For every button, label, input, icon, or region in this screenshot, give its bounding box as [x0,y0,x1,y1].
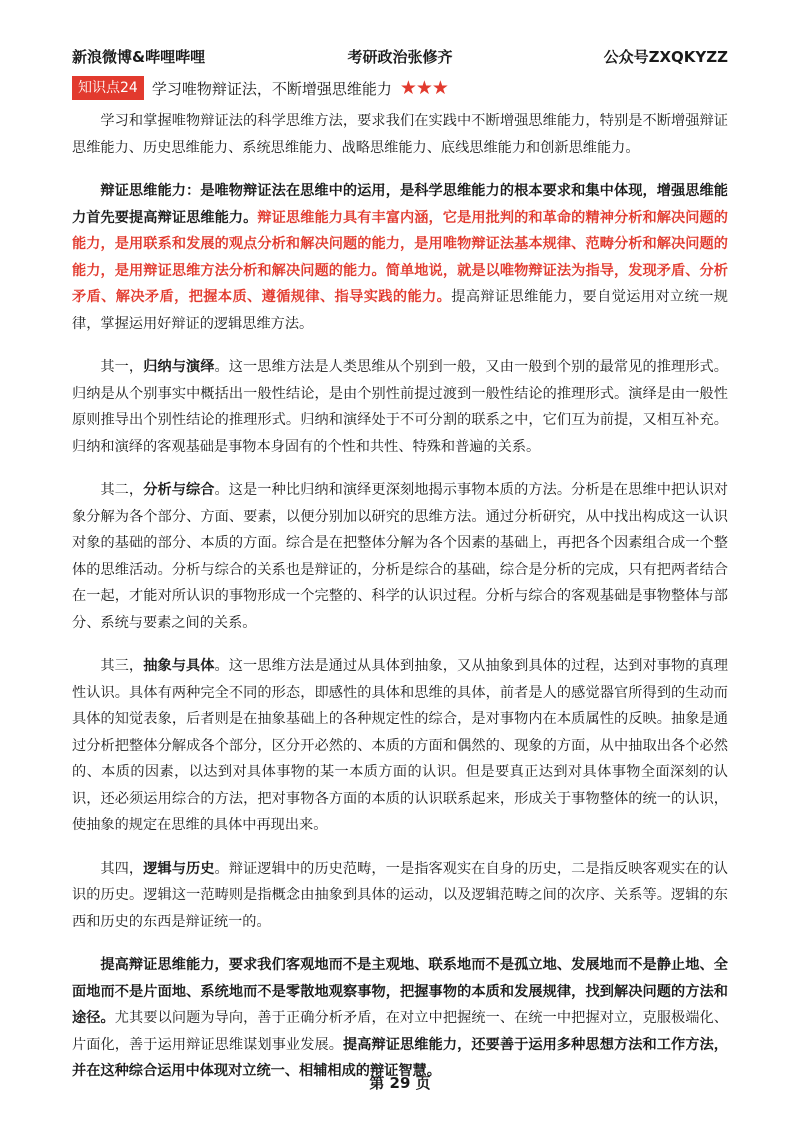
item-body: 。这一思维方法是通过从具体到抽象，又从抽象到具体的过程，达到对事物的真理性认识。具体有两种完全不同的形态，即感性的具体和思维的具体，前者是人的感觉器官所得到的生动而具体的知觉表象，后者则是在抽象基础上的各种规定性的综合，是对事物内在本质属性的反映。抽象是通过分析把整体分解成各个部分，区分开必然的、本质的方面和偶然的、现象的方面，从中抽取出各个必然的、本质的因素，以达到对具体事物的某一本质方面的认识。但是要真正达到对具体事物全面深刻的认识，还必须运用综合的方法，把对事物各方面的本质的认识联系起来，形成关于事物整体的统一的认识，使抽象的规定在思维的具体中再现出来。 [72,658,728,833]
item-lead: 其二， [100,482,144,498]
definition-bold: 辩证思维能力：是唯物辩证法在思维中的运用，是科学思维能力的根本要求和集中体现，增强思维能力首先要提高辩证思维能力。 [72,183,728,226]
item-lead: 其一， [100,359,144,375]
definition-tail: 提高辩证思维能力，要自觉运用对立统一规律，掌握运用好辩证的逻辑思维方法。 [72,289,728,332]
conclusion-tail: 提高辩证思维能力，还要善于运用多种思想方法和工作方法，并在这种综合运用中体现对立统一、相辅相成的辩证智慧。 [72,1036,728,1079]
page-header [72,46,728,70]
paragraph-conclusion [72,952,728,1085]
header-social: 新浪微博&哔哩哔哩 [72,48,206,66]
rating-stars-icon: ★★★ [399,77,448,99]
item-lead: 其四， [100,860,144,877]
item-title: 归纳与演绎 [143,359,215,375]
document-body [72,108,728,1102]
paragraph-logic-history [72,856,728,936]
item-title: 抽象与具体 [143,658,215,674]
paragraph-induction-deduction [72,354,728,460]
item-title: 分析与综合 [143,482,215,498]
page-number: 第 29 页 [369,1074,431,1092]
item-lead: 其三， [100,658,144,674]
conclusion-bold: 提高辩证思维能力，要求我们客观地而不是主观地、联系地而不是孤立地、发展地而不是静止地、全面地而不是片面地、系统地而不是零散地观察事物，把握事物的本质和发展规律，找到解决问题的方法和途径。 [72,957,728,1026]
paragraph-intro-text: 学习和掌握唯物辩证法的科学思维方法，要求我们在实践中不断增强思维能力，特别是不断增强辩证思维能力、历史思维能力、系统思维能力、战略思维能力、底线思维能力和创新思维能力。 [72,113,728,156]
paragraph-dialectical-thinking [72,178,728,337]
item-body: 。这是一种比归纳和演绎更深刻地揭示事物本质的方法。分析是在思维中把认识对象分解为各个部分、方面、要素，以便分别加以研究的思维方法。通过分析研究，从中找出构成这一认识对象的基础的部分、本质的方面。综合是在把整体分解为各个因素的基础上，再把各个因素组合成一个整体的思维活动。分析与综合的关系也是辩证的，分析是综合的基础，综合是分析的完成，只有把两者结合在一起，才能对所认识的事物形成一个完整的、科学的认识过程。分析与综合的客观基础是事物整体与部分、系统与要素之间的关系。 [72,482,728,631]
header-account: 公众号ZXQKYZZ [603,48,728,66]
item-title: 逻辑与历史 [143,860,215,877]
item-body: 。这一思维方法是人类思维从个别到一般，又由一般到个别的最常见的推理形式。归纳是从个别事实中概括出一般性结论，是由个别性前提过渡到一般性结论的推理形式。演绎是由一般性原则推导出个别性结论的推理形式。归纳和演绎处于不可分割的联系之中，它们互为前提，又相互补充。归纳和演绎的客观基础是事物本身固有的个性和共性、特殊和普遍的关系。 [72,359,728,455]
paragraph-analysis-synthesis [72,477,728,636]
topic-title: 学习唯物辩证法，不断增强思维能力 [151,79,392,98]
topic-badge: 知识点24 [72,76,144,100]
topic-heading [72,76,448,100]
definition-highlight: 辩证思维能力具有丰富内涵，它是用批判的和革命的精神分析和解决问题的能力，是用联系和发展的观点分析和解决问题的能力，是用唯物辩证法基本规律、范畴分析和解决问题的能力，是用辩证思维方法分析和解决问题的能力。简单地说，就是以唯物辩证法为指导，发现矛盾、分析矛盾、解决矛盾，把握本质、遵循规律、指导实践的能力。 [72,209,728,305]
paragraph-intro [72,108,728,161]
header-author: 考研政治张修齐 [347,48,453,66]
conclusion-mid: 尤其要以问题为导向，善于正确分析矛盾，在对立中把握统一、在统一中把握对立，克服极端化、片面化，善于运用辩证思维谋划事业发展。 [72,1010,728,1053]
paragraph-abstract-concrete [72,653,728,839]
item-body: 。辩证逻辑中的历史范畴，一是指客观实在自身的历史，二是指反映客观实在的认识的历史。逻辑这一范畴则是指概念由抽象到具体的运动，以及逻辑范畴之间的次序、关系等。逻辑的东西和历史的东西是辩证统一的。 [72,860,728,930]
